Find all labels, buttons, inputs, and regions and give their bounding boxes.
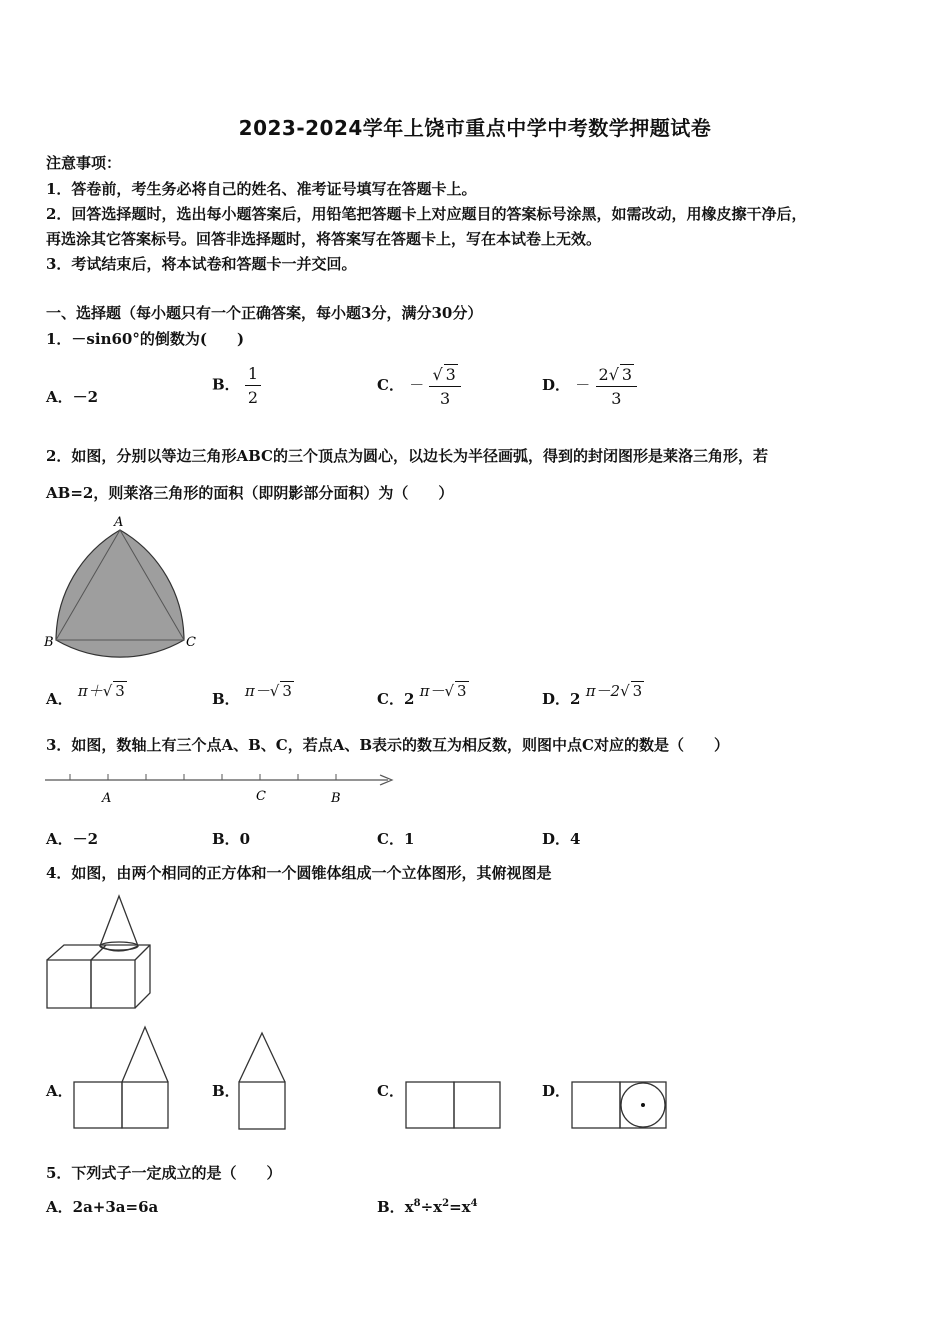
vertex-label-c: C bbox=[186, 635, 196, 650]
fraction: $\frac{1}{2}$ bbox=[245, 364, 261, 407]
expression: π－√ 3 bbox=[419, 682, 467, 700]
q2-option-a[interactable] bbox=[46, 682, 127, 709]
question-2-stem: AB=2，则莱洛三角形的面积（即阴影部分面积）为（ ） bbox=[46, 484, 454, 502]
q5-option-a[interactable]: A．2a+3a=6a bbox=[46, 1198, 159, 1216]
notice-heading: 注意事项： bbox=[46, 154, 122, 172]
question-2-stem: 2．如图，分别以等边三角形ABC的三个顶点为圆心，以边长为半径画弧，得到的封闭图形是莱洛三角形，若 bbox=[46, 447, 768, 465]
notice-item: 再选涂其它答案标号。回答非选择题时，将答案写在答题卡上，写在本试卷上无效。 bbox=[46, 230, 602, 248]
vertex-label-b: B bbox=[44, 635, 54, 650]
q2-option-c[interactable] bbox=[377, 682, 469, 709]
point-label-b: B bbox=[331, 791, 341, 806]
point-label-c: C bbox=[256, 789, 266, 804]
q1-option-c[interactable] bbox=[377, 364, 461, 408]
notice-item: 3．考试结束后，将本试卷和答题卡一并交回。 bbox=[46, 255, 357, 273]
option-value: －2 bbox=[72, 388, 99, 406]
q4-option-a-label[interactable]: A． bbox=[46, 1082, 73, 1100]
option-label: C． bbox=[377, 690, 404, 708]
coefficient: 2 bbox=[570, 690, 581, 708]
number-line-figure bbox=[40, 768, 400, 810]
option-label: A． bbox=[46, 388, 73, 406]
shaded-region bbox=[56, 530, 184, 657]
section-heading: 一、选择题（每小题只有一个正确答案，每小题3分，满分30分） bbox=[46, 304, 483, 322]
q5-option-b[interactable]: B．$x^8\div x^2=x^4$ bbox=[377, 1198, 478, 1216]
page-title: 2023-2024学年上饶市重点中学中考数学押题试卷 bbox=[238, 116, 712, 140]
sign: － bbox=[575, 376, 591, 394]
option-label: C． bbox=[377, 376, 404, 394]
solid-figure bbox=[40, 892, 160, 1014]
q2-option-b[interactable] bbox=[212, 682, 294, 709]
fraction: $\frac{√ 3}{3}$ bbox=[429, 364, 460, 408]
option-label: D． bbox=[542, 376, 571, 394]
tick-marks bbox=[70, 774, 336, 780]
q3-option-d[interactable]: D．4 bbox=[542, 830, 581, 848]
q1-option-a[interactable] bbox=[46, 386, 98, 407]
q4-option-a-figure[interactable] bbox=[72, 1024, 174, 1132]
question-1-stem: 1．－sin60°的倒数为( ) bbox=[46, 330, 245, 348]
q3-option-c[interactable]: C．1 bbox=[377, 830, 415, 848]
cube-left-front bbox=[47, 960, 91, 1008]
q4-option-d-label[interactable]: D． bbox=[542, 1082, 571, 1100]
option-label: A． bbox=[46, 690, 73, 708]
q4-option-c-figure[interactable] bbox=[404, 1080, 504, 1132]
coefficient: 2 bbox=[403, 690, 415, 708]
q3-option-b[interactable]: B．0 bbox=[212, 830, 251, 848]
sign: － bbox=[409, 376, 425, 394]
cone-apex-dot bbox=[641, 1103, 645, 1107]
cube-right-front bbox=[91, 960, 135, 1008]
option-label: B． bbox=[212, 375, 240, 394]
q2-option-d[interactable] bbox=[542, 682, 644, 709]
q4-option-c-label[interactable]: C． bbox=[377, 1082, 404, 1100]
q4-option-d-figure[interactable] bbox=[570, 1080, 670, 1132]
reuleaux-triangle-figure bbox=[40, 512, 210, 662]
notice-item: 1．答卷前，考生务必将自己的姓名、准考证号填写在答题卡上。 bbox=[46, 180, 477, 198]
question-3-stem: 3．如图，数轴上有三个点A、B、C，若点A、B表示的数互为相反数，则图中点C对应的数是（ ） bbox=[46, 736, 729, 754]
q1-option-b[interactable] bbox=[212, 364, 261, 407]
q1-option-d[interactable] bbox=[542, 364, 637, 408]
expression: π－√ 3 bbox=[244, 682, 292, 700]
q4-option-b-label[interactable]: B． bbox=[212, 1082, 240, 1100]
vertex-label-a: A bbox=[114, 515, 124, 530]
fraction: $\frac{2√ 3}{3}$ bbox=[596, 364, 638, 408]
question-4-stem: 4．如图，由两个相同的正方体和一个圆锥体组成一个立体图形，其俯视图是 bbox=[46, 864, 552, 882]
question-5-stem: 5．下列式子一定成立的是（ ） bbox=[46, 1164, 282, 1182]
point-label-a: A bbox=[102, 791, 112, 806]
expression: π＋√ 3 bbox=[77, 682, 125, 700]
option-label: B． bbox=[212, 690, 240, 708]
notice-item: 2．回答选择题时，选出每小题答案后，用铅笔把答题卡上对应题目的答案标号涂黑，如需改动，用橡皮擦干净后， bbox=[46, 205, 807, 223]
q3-option-a[interactable]: A．－2 bbox=[46, 830, 99, 848]
option-label: D． bbox=[542, 690, 571, 708]
q4-option-b-figure[interactable] bbox=[236, 1030, 290, 1132]
expression: π－2√ 3 bbox=[585, 682, 643, 700]
